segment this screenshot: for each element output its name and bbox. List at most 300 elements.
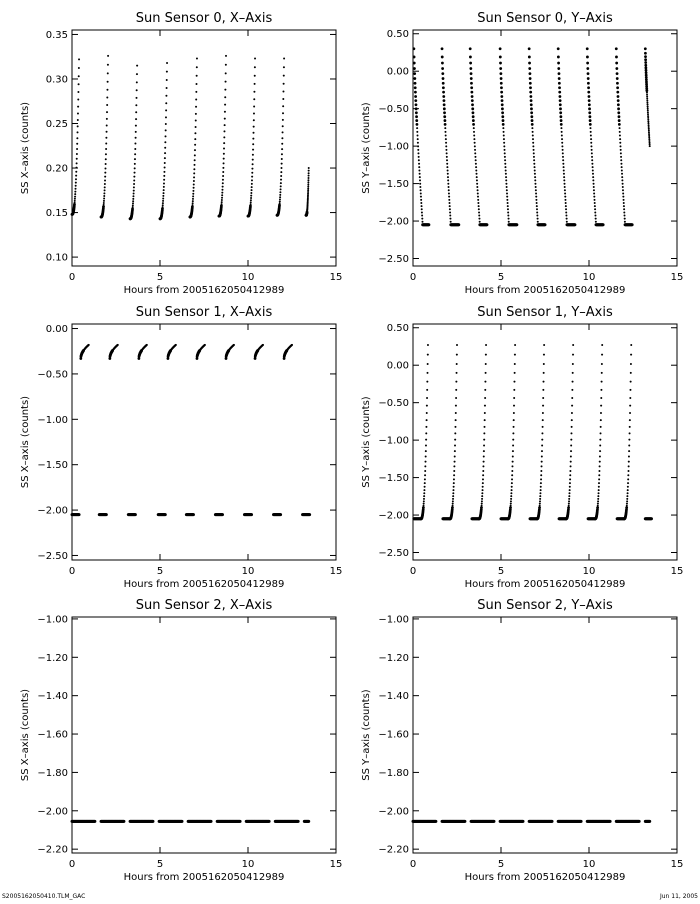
data-point [280,188,282,190]
data-point [638,820,641,823]
data-point [485,363,487,365]
data-point [629,405,631,407]
x-axis-label: Hours from 2005162050412989 [123,285,285,296]
data-point [648,138,650,140]
data-point [623,211,625,213]
data-point [473,131,475,133]
data-point [196,75,198,77]
data-point [504,152,506,154]
x-tick-label: 0 [68,859,76,870]
data-point [503,142,505,144]
data-point [426,412,428,414]
data-point [599,465,601,467]
data-point [456,354,458,356]
data-point [647,119,649,121]
data-point [281,163,283,165]
data-point [252,138,254,140]
data-point [536,517,539,520]
x-tick-label: 10 [582,859,596,870]
data-point [619,135,621,137]
data-point [282,91,284,93]
data-point [117,344,119,346]
data-point [447,183,449,185]
data-point [484,397,486,399]
data-point [616,77,619,80]
data-point [592,166,594,168]
data-point [599,456,601,458]
data-point [196,58,198,60]
data-point [443,107,446,110]
data-point [630,381,632,383]
x-tick-label: 15 [670,566,684,577]
data-point [537,218,539,220]
data-point [622,186,624,188]
data-point [104,183,106,185]
data-point [192,190,194,192]
data-point [282,119,284,121]
data-point [647,106,649,108]
data-point [164,152,166,154]
y-tick-label: −1.80 [378,767,409,779]
data-point [601,372,603,374]
data-point [469,47,472,50]
data-point [594,211,596,213]
data-point [133,186,135,188]
data-point [598,470,600,472]
data-point [599,450,601,452]
data-point [425,432,427,434]
data-point [78,75,80,77]
data-point [558,82,561,85]
data-point [647,115,649,117]
data-point [194,138,196,140]
data-point [623,202,625,204]
data-point [165,129,167,131]
data-point [443,99,446,102]
data-point [500,86,503,89]
data-point [484,419,486,421]
data-point [210,820,213,823]
data-point [558,91,561,94]
data-point [454,432,456,434]
data-point [616,72,619,75]
data-point [528,47,531,50]
data-point [418,159,420,161]
data-point [192,202,194,204]
data-point [253,126,255,128]
data-point [618,115,621,118]
data-point [308,513,311,516]
data-point [562,152,564,154]
data-point [132,202,134,204]
data-point [151,820,154,823]
data-point [77,119,79,121]
data-point [251,168,253,170]
y-tick-label: −2.00 [378,216,409,228]
data-point [591,152,593,154]
y-tick-label: −1.00 [37,414,68,426]
data-point [132,198,134,200]
data-point [646,98,648,100]
data-point [76,162,78,164]
data-point [75,185,77,187]
data-series [412,820,652,823]
data-point [618,119,621,122]
data-point [562,163,564,165]
data-point [477,192,479,194]
y-tick-label: −0.50 [37,369,68,381]
y-tick-label: −1.20 [378,652,409,664]
data-point [281,143,283,145]
data-point [192,200,194,202]
chart-title: Sun Sensor 0, X–Axis [135,11,273,26]
data-point [419,186,421,188]
data-point [647,108,649,110]
data-point [628,439,630,441]
data-point [104,167,106,169]
data-point [566,221,568,223]
data-point [250,197,252,199]
data-point [282,125,284,127]
data-point [105,148,107,150]
data-point [647,113,649,115]
data-point [484,389,486,391]
data-point [122,820,125,823]
data-point [103,200,105,202]
data-point [253,113,255,115]
data-point [447,173,449,175]
data-point [648,128,650,130]
data-point [648,130,650,132]
data-point [446,152,448,154]
data-point [570,432,572,434]
data-point [514,354,516,356]
data-point [454,456,456,458]
x-tick-label: 0 [68,272,76,283]
data-point [104,179,106,181]
data-point [627,492,629,494]
data-point [448,189,450,191]
data-point [510,505,512,507]
data-point [251,189,253,191]
data-point [540,486,542,488]
data-point [623,517,626,520]
data-point [600,389,602,391]
data-point [104,189,106,191]
data-point [253,98,255,100]
data-point [193,168,195,170]
data-point [648,131,650,133]
data-point [541,450,543,452]
data-point [598,482,600,484]
data-point [620,152,622,154]
data-point [75,188,77,190]
data-point [502,127,504,129]
data-point [469,67,472,70]
data-point [562,149,564,151]
chart-panel-4 [20,598,342,883]
data-point [307,179,309,181]
data-point [175,344,177,346]
data-point [307,189,309,191]
data-point [423,495,425,497]
data-point [535,192,537,194]
data-point [483,450,485,452]
data-point [501,103,504,106]
data-point [617,107,620,110]
y-tick-label: −1.60 [378,729,409,741]
data-point [535,196,537,198]
data-point [252,154,254,156]
data-point [513,419,515,421]
data-point [569,482,571,484]
data-point [542,397,544,399]
data-point [500,91,503,94]
data-point [475,166,477,168]
y-tick-label: −1.00 [378,614,409,626]
data-point [537,221,539,223]
data-point [483,456,485,458]
chart-panel-0 [20,11,342,296]
chart-panel-1 [361,11,683,296]
data-point [629,419,631,421]
data-point [166,79,168,81]
data-point [279,513,282,516]
data-point [135,131,137,133]
data-point [541,465,543,467]
data-point [105,143,107,145]
y-tick-label: −1.00 [378,141,409,153]
data-point [513,381,515,383]
data-point [281,158,283,160]
data-point [457,223,460,226]
data-point [192,195,194,197]
data-point [423,500,425,502]
data-series [412,47,650,226]
data-point [307,191,309,193]
data-point [644,55,647,58]
data-point [620,156,622,158]
data-point [589,115,592,118]
data-point [514,363,516,365]
data-point [590,142,592,144]
data-point [535,199,537,201]
data-point [250,199,252,201]
data-point [193,172,195,174]
data-point [443,103,446,106]
data-point [588,111,591,114]
data-point [628,445,630,447]
data-point [644,47,647,50]
data-point [505,183,507,185]
data-point [533,159,535,161]
chart-title: Sun Sensor 2, Y–Axis [477,598,613,613]
data-point [511,489,513,491]
data-point [74,200,76,202]
data-point [471,95,474,98]
data-point [134,153,136,155]
data-point [474,149,476,151]
data-point [529,91,532,94]
data-point [617,95,620,98]
data-point [569,470,571,472]
data-point [474,142,476,144]
data-point [453,470,455,472]
data-point [622,189,624,191]
data-point [484,412,486,414]
data-point [624,221,626,223]
data-point [107,64,109,66]
data-point [506,196,508,198]
data-point [427,363,429,365]
data-point [222,186,224,188]
data-point [414,99,417,102]
data-point [586,67,589,70]
data-point [501,107,504,110]
data-point [620,149,622,151]
data-point [499,72,502,75]
data-point [107,81,109,83]
plot-frame [413,617,677,853]
data-point [628,461,630,463]
data-point [194,154,196,156]
data-point [647,104,649,106]
data-point [532,131,534,133]
panels [20,11,683,883]
data-point [540,482,542,484]
data-point [485,372,487,374]
data-point [648,135,650,137]
data-point [196,83,198,85]
data-point [514,372,516,374]
data-point [416,131,418,133]
data-point [565,208,567,210]
data-point [529,95,532,98]
data-point [78,83,80,85]
y-tick-label: −2.00 [37,505,68,517]
data-point [454,426,456,428]
data-point [134,158,136,160]
data-point [448,186,450,188]
data-point [253,132,255,134]
data-point [194,149,196,151]
data-point [615,67,618,70]
data-point [478,208,480,210]
data-point [77,91,79,93]
data-point [136,81,138,83]
data-point [592,173,594,175]
data-point [511,482,513,484]
footer-filename: S2005162050410.TLM_GAC [2,893,86,900]
data-point [424,478,426,480]
data-point [597,500,599,502]
data-point [557,47,560,50]
data-point [444,119,447,122]
data-point [542,405,544,407]
data-point [482,486,484,488]
data-point [512,432,514,434]
x-tick-label: 10 [241,566,255,577]
data-point [626,505,628,507]
data-point [104,172,106,174]
data-point [414,82,417,85]
data-point [452,495,454,497]
data-point [483,445,485,447]
x-axis-label: Hours from 2005162050412989 [123,579,285,590]
data-point [504,156,506,158]
data-point [425,426,427,428]
data-point [250,201,252,203]
x-tick-label: 10 [241,272,255,283]
data-point [135,104,137,106]
data-point [483,432,485,434]
data-point [630,363,632,365]
data-point [529,82,532,85]
data-point [505,179,507,181]
data-point [222,175,224,177]
data-point [627,470,629,472]
data-point [598,486,600,488]
data-point [644,61,647,64]
data-point [424,486,426,488]
data-point [644,52,647,55]
data-point [534,176,536,178]
data-point [570,465,572,467]
data-point [570,456,572,458]
data-point [644,64,647,67]
data-point [104,176,106,178]
data-point [415,103,418,106]
data-point [568,495,570,497]
data-point [254,75,256,77]
plot-frame [72,617,336,853]
data-point [508,221,510,223]
y-axis-label: SS X–axis (counts) [20,101,31,195]
data-point [250,513,253,516]
data-point [530,103,533,106]
data-point [75,167,77,169]
data-point [597,503,599,505]
data-point [533,152,535,154]
y-tick-label: −1.60 [37,729,68,741]
data-point [221,201,223,203]
data-point [76,148,78,150]
data-point [563,166,565,168]
data-point [535,189,537,191]
data-point [533,149,535,151]
data-point [508,218,510,220]
data-point [536,205,538,207]
data-point [535,186,537,188]
data-point [536,215,538,217]
data-point [648,820,651,823]
data-point [570,461,572,463]
chart-panel-5 [361,598,683,883]
data-point [478,517,481,520]
data-point [646,100,648,102]
data-point [426,397,428,399]
data-point [225,81,227,83]
data-point [588,99,591,102]
data-point [601,363,603,365]
data-point [165,135,167,137]
data-point [484,405,486,407]
data-point [162,195,164,197]
data-point [106,89,108,91]
data-point [223,136,225,138]
data-point [221,189,223,191]
data-point [629,412,631,414]
